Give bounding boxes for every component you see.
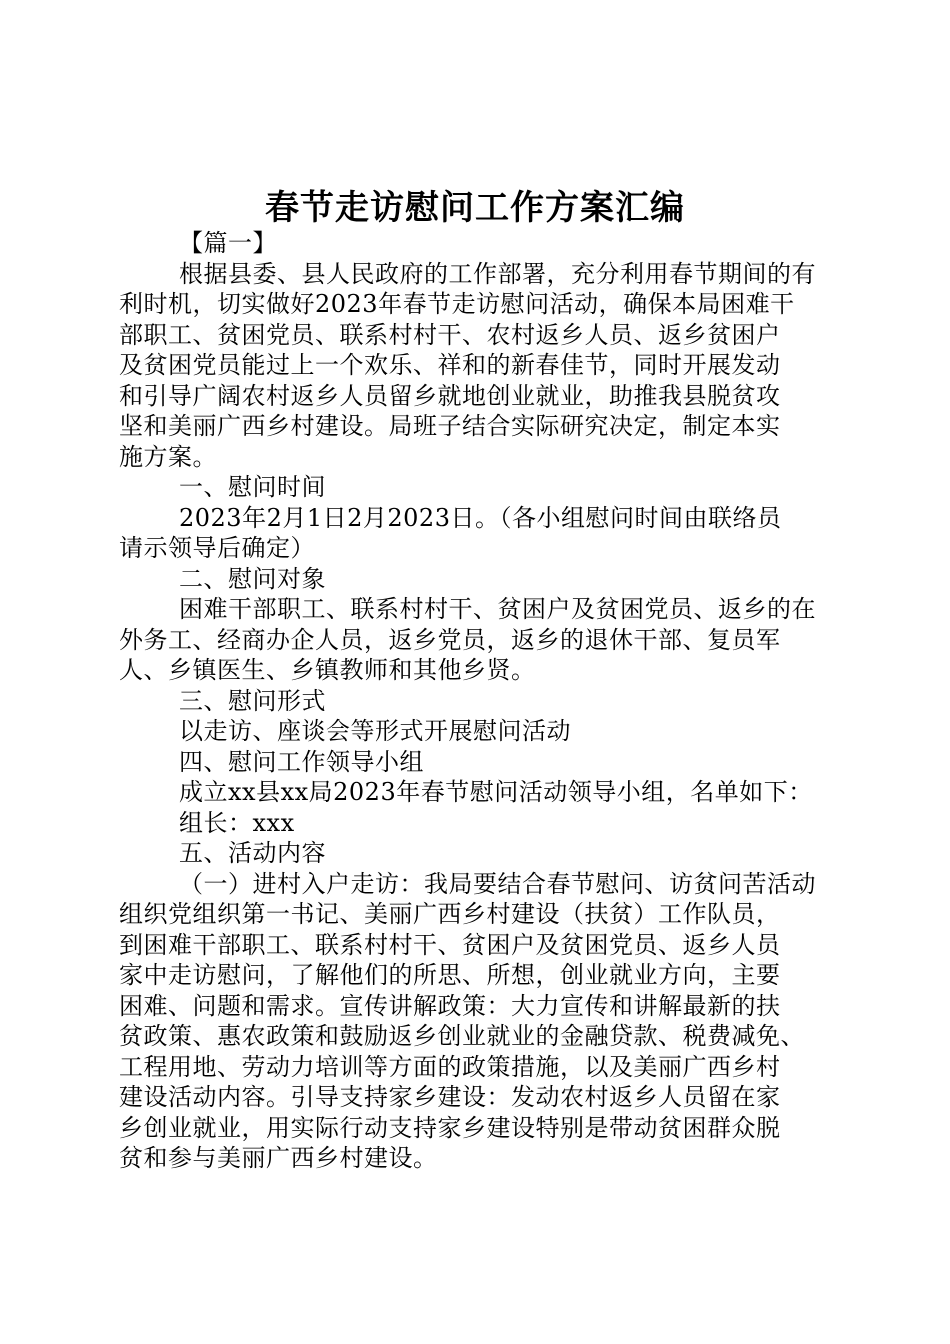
text-line: 以走访、座谈会等形式开展慰问活动 bbox=[179, 717, 571, 745]
text-line: 根据县委、县人民政府的工作部署，充分利用春节期间的有 bbox=[179, 259, 816, 288]
text-line: 坚和美丽广西乡村建设。局班子结合实际研究决定，制定本实 bbox=[119, 412, 781, 440]
document-title: 春节走访慰问工作方案汇编 bbox=[265, 188, 685, 228]
text-line: （一）进村入户走访：我局要结合春节慰问、访贫问苦活动 bbox=[179, 869, 816, 898]
text-line: 到困难干部职工、联系村村干、贫困户及贫困党员、返乡人员 bbox=[119, 930, 781, 959]
text-line: 三、慰问形式 bbox=[179, 686, 326, 715]
text-line: 困难、问题和需求。宣传讲解政策：大力宣传和讲解最新的扶 bbox=[119, 991, 781, 1020]
text-line: 困难干部职工、联系村村干、贫困户及贫困党员、返乡的在 bbox=[179, 595, 816, 623]
text-line: 建设活动内容。引导支持家乡建设：发动农村返乡人员留在家 bbox=[119, 1083, 781, 1111]
text-line: 利时机，切实做好2023年春节走访慰问活动，确保本局困难干 bbox=[119, 290, 795, 318]
text-line: 及贫困党员能过上一个欢乐、祥和的新春佳节，同时开展发动 bbox=[119, 351, 781, 379]
text-line: 乡创业就业，用实际行动支持家乡建设特别是带动贫困群众脱 bbox=[119, 1113, 781, 1142]
text-line: 家中走访慰问，了解他们的所思、所想，创业就业方向，主要 bbox=[119, 961, 781, 989]
text-line: 施方案。 bbox=[119, 442, 217, 471]
text-line: 请示领导后确定） bbox=[119, 534, 315, 562]
text-line: 成立xx县xx局2023年春节慰问活动领导小组，名单如下： bbox=[179, 778, 813, 806]
text-line: 组织党组织第一书记、美丽广西乡村建设（扶贫）工作队员， bbox=[119, 900, 781, 928]
text-line: 部职工、贫困党员、联系村村干、农村返乡人员、返乡贫困户 bbox=[119, 320, 781, 349]
text-line: 2023年2月1日2月2023日。（各小组慰问时间由联络员 bbox=[179, 503, 782, 532]
text-line: 和引导广阔农村返乡人员留乡就地创业就业，助推我县脱贫攻 bbox=[119, 381, 781, 410]
text-line: 组长：xxx bbox=[179, 808, 295, 837]
text-line: 一、慰问时间 bbox=[179, 473, 326, 501]
text-line: 工程用地、劳动力培训等方面的政策措施，以及美丽广西乡村 bbox=[119, 1052, 781, 1081]
text-line: 人、乡镇医生、乡镇教师和其他乡贤。 bbox=[119, 656, 536, 684]
text-line: 贫政策、惠农政策和鼓励返乡创业就业的金融贷款、税费减免、 bbox=[119, 1022, 805, 1050]
text-line: 【篇一】 bbox=[179, 229, 277, 257]
document-body bbox=[119, 228, 839, 1174]
text-line: 二、慰问对象 bbox=[179, 564, 326, 593]
text-line: 外务工、经商办企人员，返乡党员，返乡的退休干部、复员军 bbox=[119, 625, 781, 654]
text-line: 贫和参与美丽广西乡村建设。 bbox=[119, 1144, 438, 1172]
text-line: 四、慰问工作领导小组 bbox=[179, 747, 424, 776]
text-line: 五、活动内容 bbox=[179, 839, 326, 867]
